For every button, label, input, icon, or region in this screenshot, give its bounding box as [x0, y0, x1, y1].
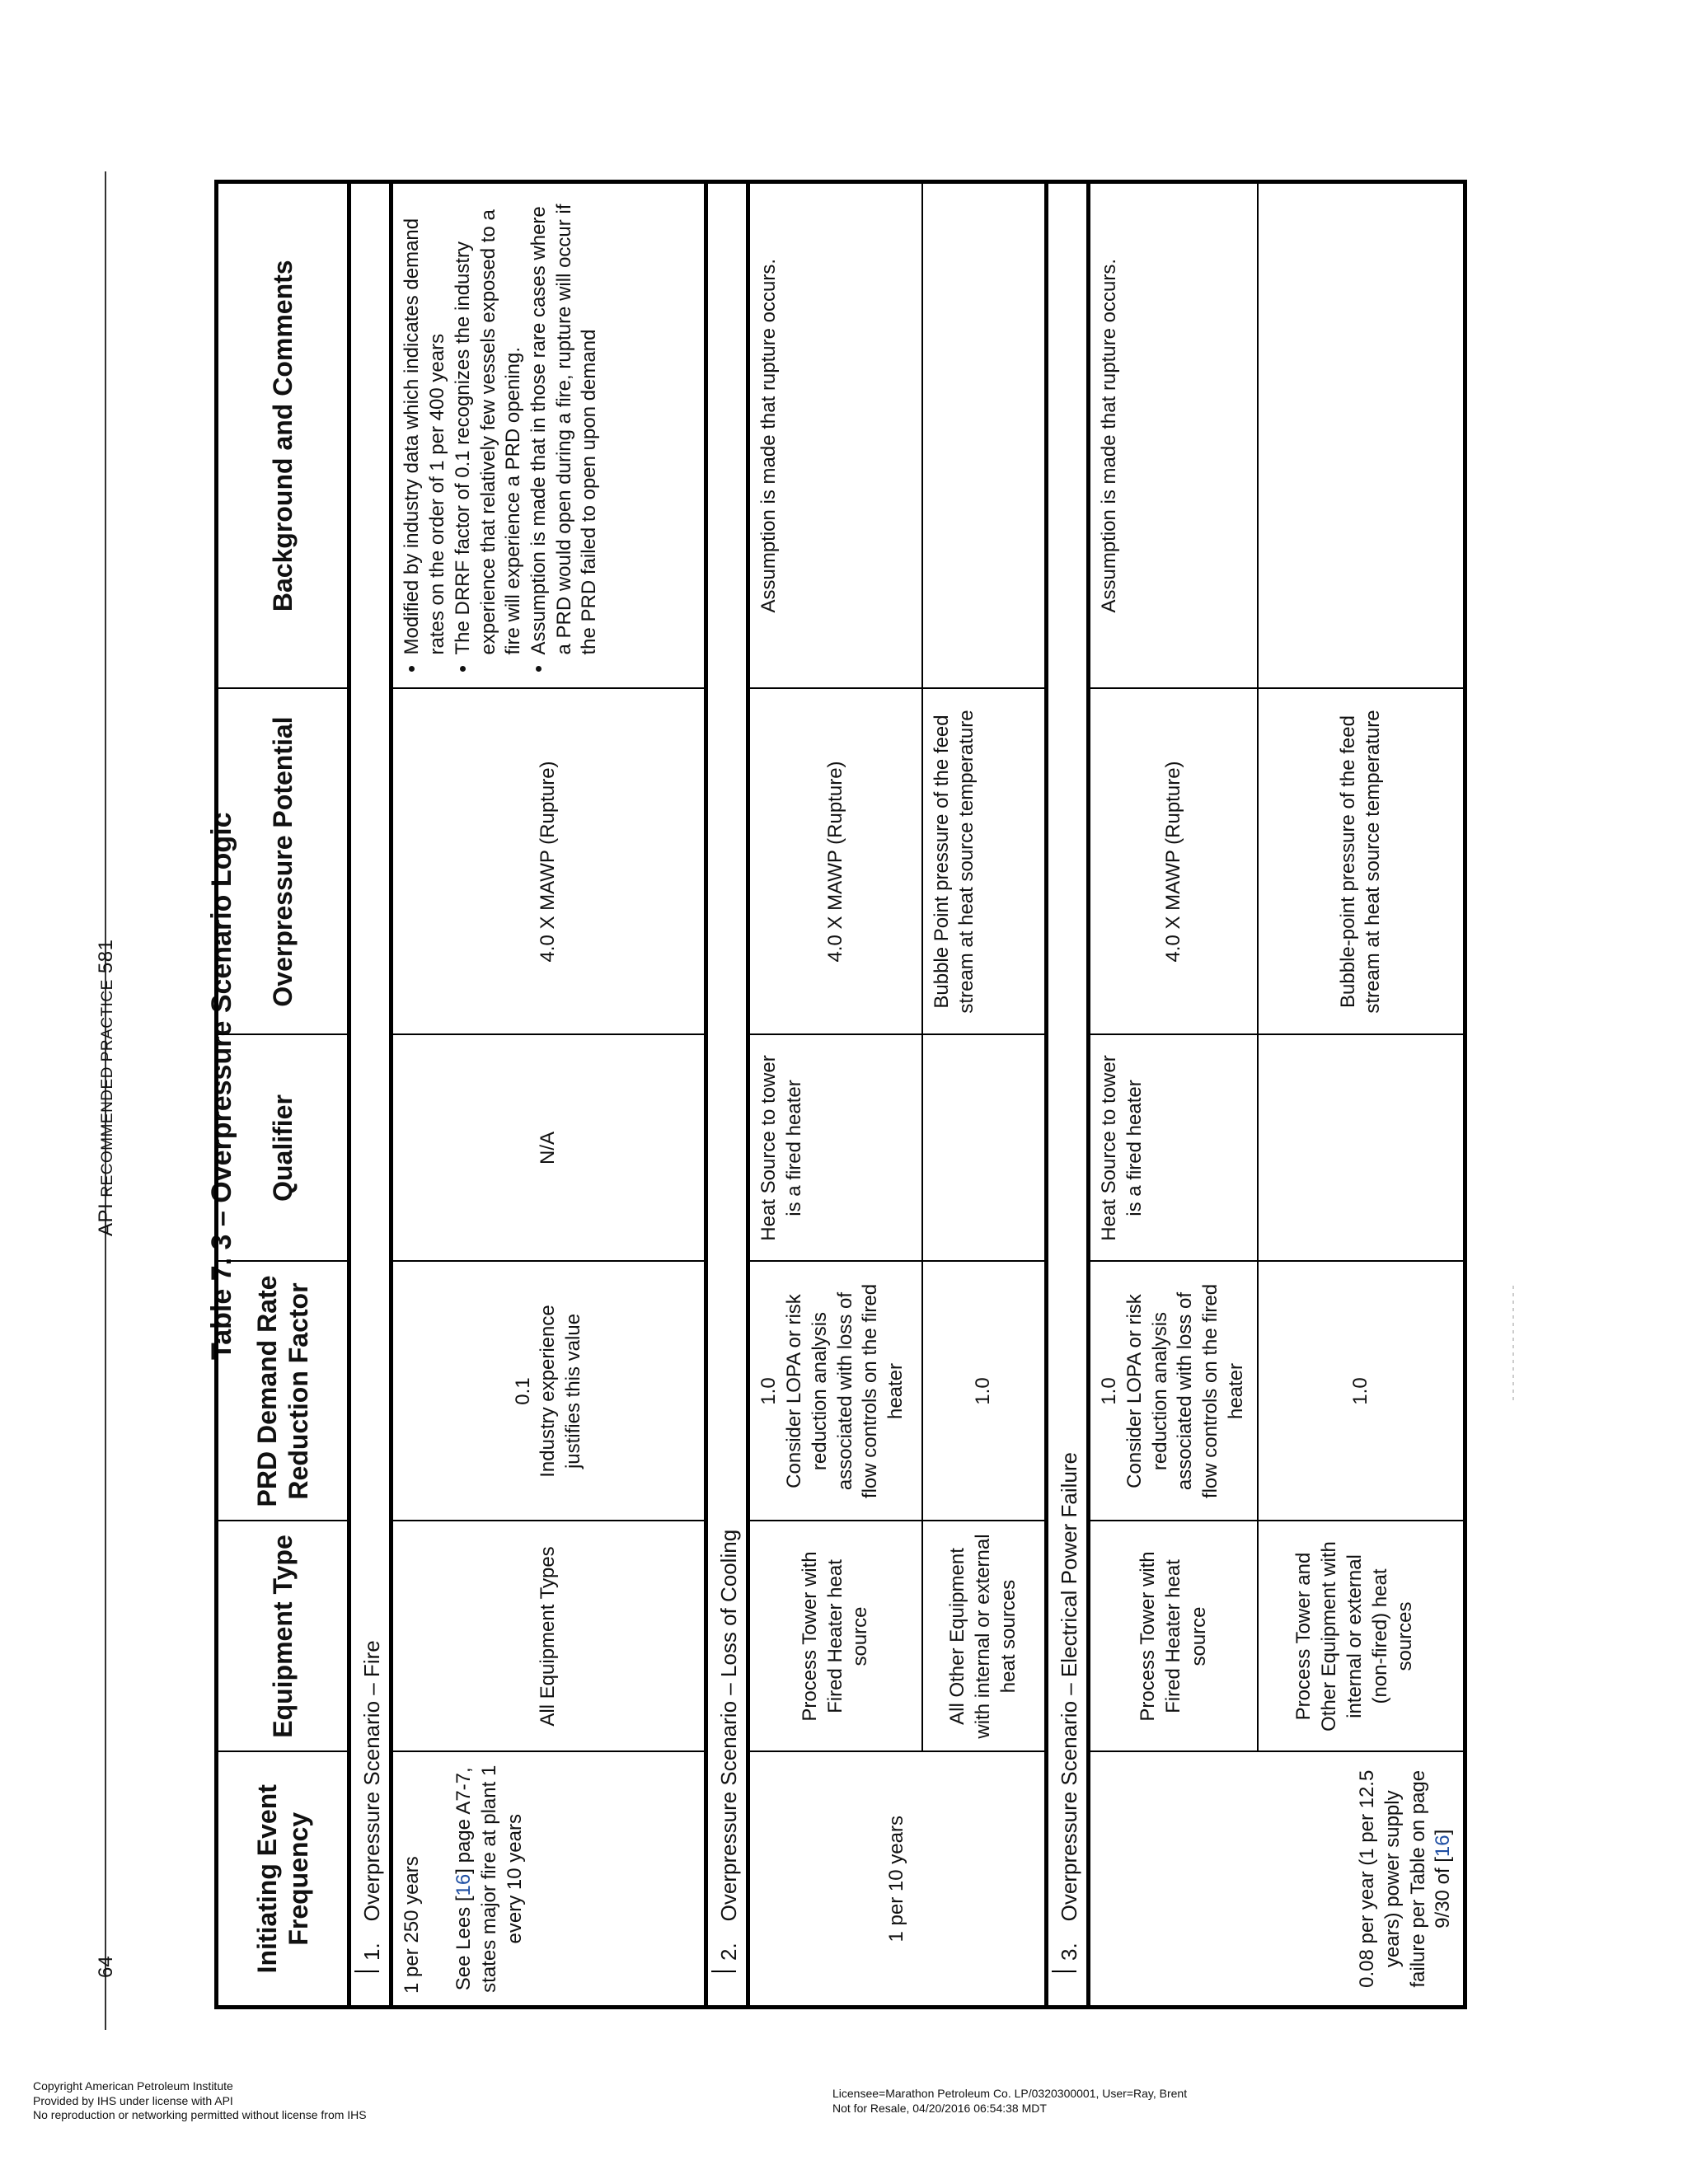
fire-frequency-note-text-end: ] page A7-7, states major fire at plant 1 every 10 years: [452, 1765, 526, 1993]
fire-factor-note: Industry experience justifies this value: [537, 1305, 585, 1478]
cell-cooling-equipment-1: Process Tower with Fired Heater heat source: [748, 1521, 922, 1752]
fire-frequency-main: 1 per 250 years: [401, 1856, 424, 1994]
header-qualifier: Qualifier: [217, 1035, 349, 1262]
section-title: Overpressure Scenario – Loss of Cooling: [716, 1529, 741, 1922]
cell-cooling-qualifier-1: Heat Source to tower is a fired heater: [748, 1035, 922, 1262]
cell-power-comments-1: Assumption is made that rupture occurs.: [1089, 182, 1259, 689]
scenario-table-container: [214, 184, 1467, 2009]
power-frequency-text: 0.08 per year (1 per 12.5 years) power supply failure per Table on page 9/30 of [: [1356, 1769, 1455, 1988]
running-header-prefix: API: [95, 1197, 117, 1236]
running-header-suffix: 581: [95, 939, 117, 980]
table-row-cooling-other-equipment: [922, 182, 1047, 2008]
fire-frequency-note-text: See Lees [: [452, 1896, 476, 1991]
section-row-electrical-power-failure: [1046, 182, 1088, 2008]
fire-comment-3: • Assumption is made that in those rare cases where a PRD would open during a fire, rupture will occur if the PRD failed to open upon demand: [527, 195, 603, 655]
table-row-power-process-tower: [1089, 182, 1259, 2008]
faint-scan-mark: [1512, 1286, 1514, 1401]
table-header-row: [217, 182, 349, 2008]
footer-left-line-2: Provided by IHS under license with API: [33, 2093, 233, 2107]
cooling-factor-value-1: 1.0: [757, 1377, 781, 1405]
section-row-loss-of-cooling: [706, 182, 748, 2008]
cell-power-factor-2: 1.0: [1258, 1262, 1465, 1521]
footer-left-line-1: Copyright American Petroleum Institute: [33, 2079, 233, 2093]
cell-cooling-comments-1: Assumption is made that rupture occurs.: [748, 182, 922, 689]
fire-comments-list: [400, 195, 603, 677]
cell-cooling-equipment-2: All Other Equipment with internal or external heat sources: [922, 1521, 1047, 1752]
cell-fire-frequency: [392, 1752, 706, 2008]
cell-fire-comments: [392, 182, 706, 689]
section-number: 3.: [1056, 1943, 1081, 1961]
header-background-and-comments: Background and Comments: [217, 182, 349, 689]
cell-cooling-factor-2: 1.0: [922, 1262, 1047, 1521]
running-header-small-caps: RECOMMENDED PRACTICE: [99, 979, 116, 1197]
header-prd-demand-rate-reduction-factor: PRD Demand Rate Reduction Factor: [217, 1262, 349, 1521]
cell-power-qualifier-2: [1258, 1035, 1465, 1262]
cell-fire-qualifier: N/A: [392, 1035, 706, 1262]
section-heading-loss-of-cooling: [706, 182, 748, 2008]
cell-cooling-potential-1: 4.0 X MAWP (Rupture): [748, 689, 922, 1035]
cell-cooling-qualifier-2: [922, 1035, 1047, 1262]
fire-comment-1: • Modified by industry data which indicates demand rates on the order of 1 per 400 years: [400, 195, 450, 655]
table-row-power-other-equipment: [1258, 182, 1465, 2008]
table-title: Table 7. 3 – Overpressure Scenario Logic: [206, 812, 237, 1360]
reference-link-16[interactable]: 16: [1432, 1835, 1455, 1858]
cell-power-comments-2: [1258, 182, 1465, 689]
footer-right-line-1: Licensee=Marathon Petroleum Co. LP/0320300001, User=Ray, Brent: [832, 2087, 1188, 2100]
cell-power-equipment-1: Process Tower with Fired Heater heat source: [1089, 1521, 1259, 1752]
section-title: Overpressure Scenario – Electrical Power Failure: [1056, 1451, 1081, 1922]
cooling-factor-note-1: Consider LOPA or risk reduction analysis associated with loss of flow controls on the fired heater: [783, 1283, 907, 1499]
cell-cooling-frequency: 1 per 10 years: [748, 1752, 1046, 2008]
fire-frequency-note: [452, 1765, 528, 1994]
cell-cooling-factor-1: [748, 1262, 922, 1521]
power-factor-note-1: Consider LOPA or risk reduction analysis associated with loss of flow controls on the fired heater: [1123, 1283, 1247, 1499]
overpressure-scenario-table: [214, 180, 1467, 2009]
header-overpressure-potential: Overpressure Potential: [217, 689, 349, 1035]
header-initiating-event-frequency: Initiating Event Frequency: [217, 1752, 349, 2008]
cell-fire-equipment: All Equipment Types: [392, 1521, 706, 1752]
cell-fire-factor: [392, 1262, 706, 1521]
cell-power-potential-1: 4.0 X MAWP (Rupture): [1089, 689, 1259, 1035]
power-frequency-text-end: ]: [1432, 1829, 1455, 1835]
cell-cooling-comments-2: [922, 182, 1047, 689]
cell-power-factor-1: [1089, 1262, 1259, 1521]
footer-left-line-3: No reproduction or networking permitted without license from IHS: [33, 2108, 367, 2121]
fire-factor-value: 0.1: [511, 1377, 534, 1405]
running-header: [95, 940, 118, 1236]
section-row-fire: [349, 182, 392, 2008]
section-title: Overpressure Scenario – Fire: [359, 1640, 385, 1922]
footer-copyright: [33, 2079, 367, 2123]
reference-link-16[interactable]: 16: [452, 1873, 476, 1896]
power-factor-value-1: 1.0: [1098, 1377, 1121, 1405]
header-equipment-type: Equipment Type: [217, 1521, 349, 1752]
cell-cooling-potential-2: Bubble Point pressure of the feed stream at heat source temperature: [922, 689, 1047, 1035]
footer-right-line-2: Not for Resale, 04/20/2016 06:54:38 MDT: [832, 2101, 1047, 2115]
cell-power-frequency: [1089, 1752, 1465, 2008]
section-heading-fire: [349, 182, 392, 2008]
table-row-cooling-process-tower: [748, 182, 922, 2008]
section-heading-electrical-power-failure: [1046, 182, 1088, 2008]
footer-license: [832, 2087, 1187, 2116]
cell-power-qualifier-1: Heat Source to tower is a fired heater: [1089, 1035, 1259, 1262]
table-row-fire-all-equipment: [392, 182, 706, 2008]
section-number: 1.: [359, 1943, 385, 1961]
page-number: 64: [95, 1956, 117, 1978]
section-number: 2.: [716, 1943, 741, 1961]
cell-power-potential-2: Bubble-point pressure of the feed stream at heat source temperature: [1258, 689, 1465, 1035]
cell-fire-potential: 4.0 X MAWP (Rupture): [392, 689, 706, 1035]
fire-comment-2: • The DRRF factor of 0.1 recognizes the industry experience that relatively few vessels exposed to a fire will experience a PRD opening.: [451, 195, 527, 655]
cell-power-equipment-2: Process Tower and Other Equipment with internal or external (non-fired) heat sources: [1258, 1521, 1465, 1752]
